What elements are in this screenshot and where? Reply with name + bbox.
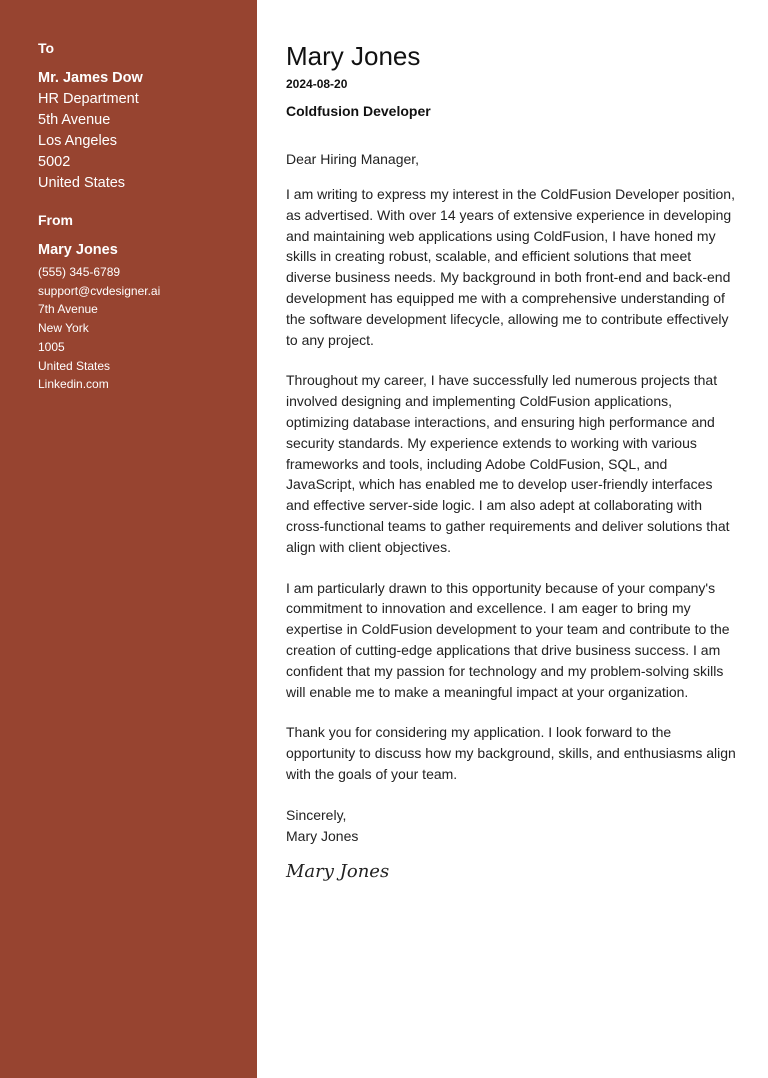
recipient-zip: 5002: [38, 154, 71, 170]
sender-email[interactable]: support@cvdesigner.ai: [38, 283, 161, 298]
sidebar: [0, 0, 257, 1078]
paragraph: I am writing to express my interest in the ColdFusion Developer position, as advertised. With over 14 years of extensive experience in developing and maintaining web applications using ColdFusion, I have honed my skills in creating robust, scalable, and efficient solutions that meet diverse business needs. My background in both front-end and back-end development has equipped me with a comprehensive understanding of the software development lifecycle, allowing me to contribute effectively to any project.: [286, 186, 735, 348]
sender-website[interactable]: Linkedin.com: [38, 377, 109, 392]
paragraph: Throughout my career, I have successfully led numerous projects that involved designing and implementing ColdFusion applications, optimizing database interactions, and ensuring high performance and security standards. My experience extends to working with various frameworks and tools, including Adobe ColdFusion, SQL, and JavaScript, which has enabled me to develop user-friendly interfaces and effective server-side logic. I am also adept at collaborating with cross-functional teams to gather requirements and deliver solutions that align with client objectives.: [286, 372, 730, 555]
recipient-name: Mr. James Dow: [38, 70, 143, 86]
recipient-department: HR Department: [38, 91, 139, 107]
sender-phone: (555) 345-6789: [38, 265, 121, 279]
sender-city: New York: [38, 321, 89, 336]
letter-date: 2024-08-20: [286, 77, 348, 91]
recipient-street: 5th Avenue: [38, 112, 111, 128]
recipient-city: Los Angeles: [38, 133, 118, 149]
paragraph: I am particularly drawn to this opportunity because of your company's commitment to innovation and excellence. I am eager to bring my expertise in ColdFusion development to your team and contribute to the creation of cutting-edge applications that drive business success. I am confident that my passion for technology and my problem-solving skills will enable me to make a meaningful impact at your organization.: [286, 579, 730, 700]
signature: Mary Jones: [286, 860, 390, 882]
from-heading: From: [38, 212, 73, 228]
sender-block: [38, 240, 237, 394]
closing: Sincerely,: [286, 806, 347, 823]
letter-body: [286, 40, 736, 882]
recipient-country: United States: [38, 175, 126, 191]
to-heading: To: [38, 40, 55, 56]
sender-name-sidebar: Mary Jones: [38, 242, 118, 258]
sender-street: 7th Avenue: [38, 302, 98, 317]
salutation: Dear Hiring Manager,: [286, 151, 420, 167]
sender-country: United States: [38, 358, 111, 373]
recipient-block: [38, 68, 237, 194]
paragraph: Thank you for considering my application. I look forward to the opportunity to discuss how my background, skills, and enthusiasms align with the goals of your team.: [286, 724, 736, 782]
sender-zip: 1005: [38, 339, 65, 354]
page-title: Mary Jones: [286, 41, 421, 71]
job-title: Coldfusion Developer: [286, 103, 431, 119]
closing-name: Mary Jones: [286, 827, 359, 844]
